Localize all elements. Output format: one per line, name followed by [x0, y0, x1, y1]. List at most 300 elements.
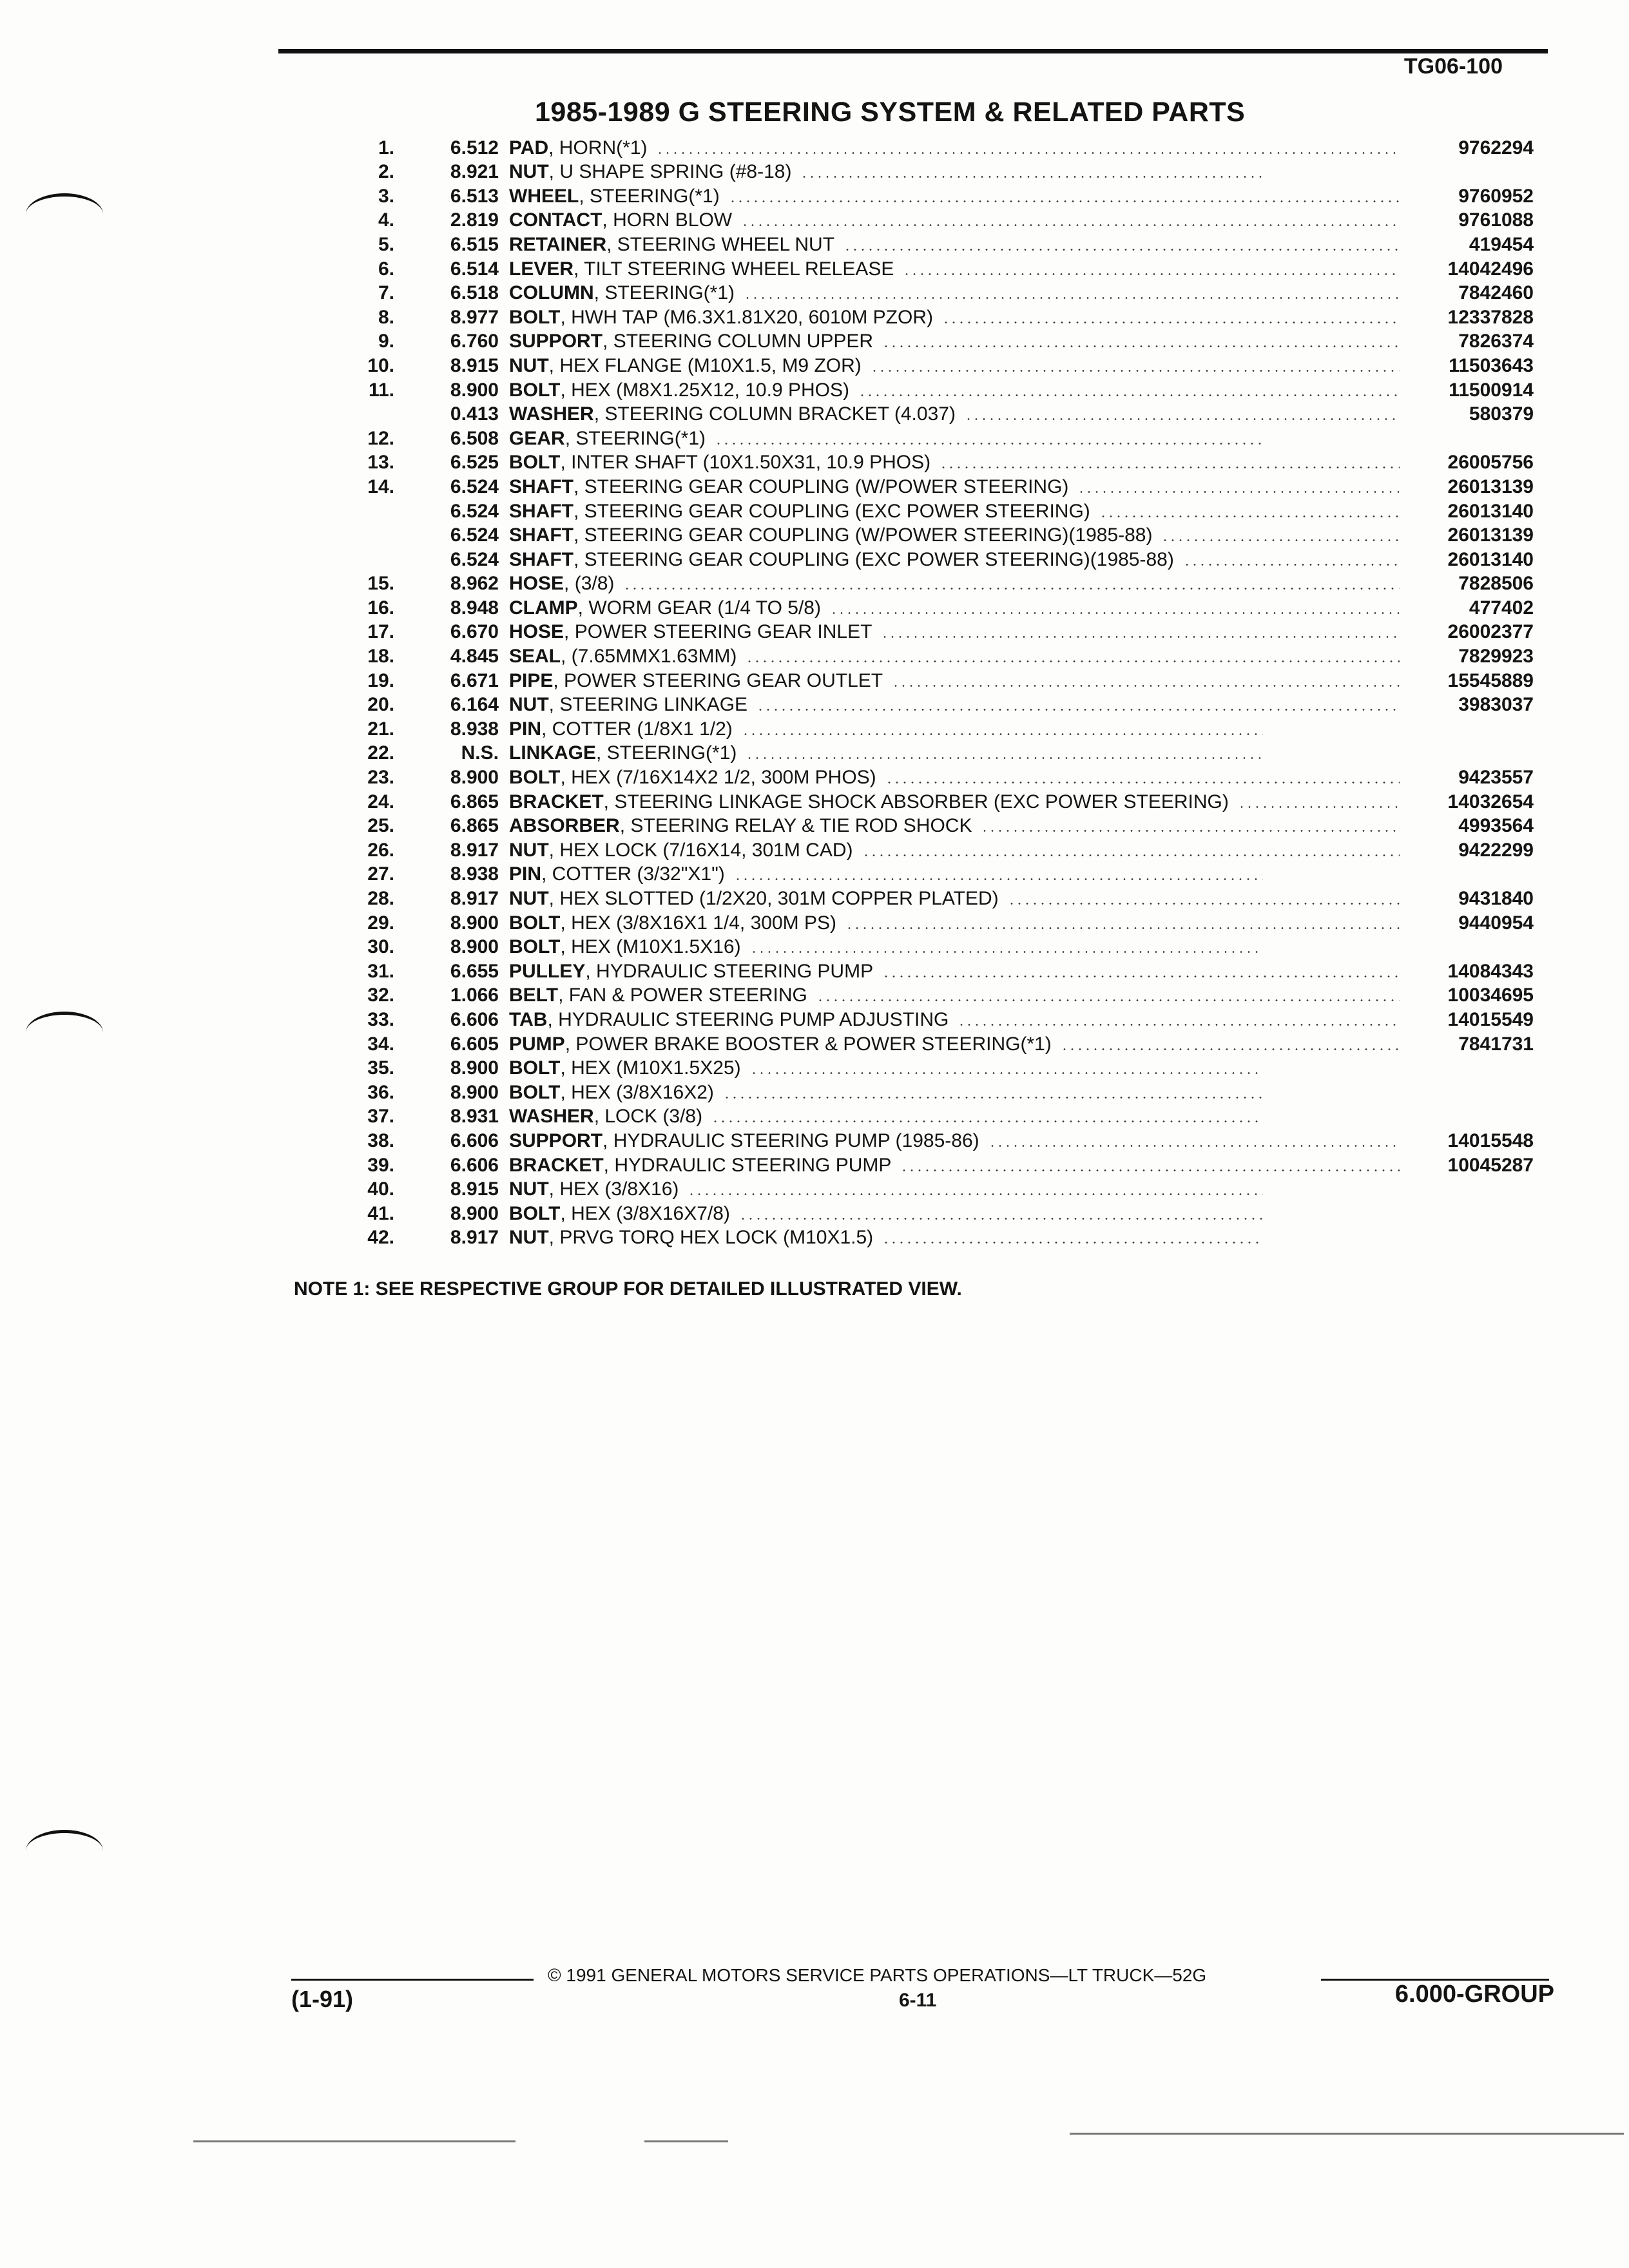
part-number: 9423557	[1458, 767, 1534, 789]
part-description: , HEX (3/8X16X2)	[560, 1081, 714, 1103]
part-description: , HEX LOCK (7/16X14, 301M CAD)	[548, 839, 853, 861]
part-name: HOSE	[509, 621, 564, 643]
group-number: 6.515	[450, 233, 499, 255]
dot-leader	[940, 466, 1400, 468]
part-number: 14015549	[1447, 1008, 1534, 1030]
group-number: 8.900	[450, 1202, 499, 1224]
group-number: 6.508	[450, 427, 499, 449]
part-row	[335, 473, 1534, 497]
item-number: 21.	[367, 718, 394, 740]
dot-leader	[958, 1024, 1400, 1026]
group-number: 6.524	[450, 548, 499, 570]
part-row	[335, 1151, 1534, 1176]
item-number: 35.	[367, 1057, 394, 1079]
page-number: 6-11	[899, 1990, 937, 2011]
item-number: 9.	[378, 331, 394, 352]
part-description: , PRVG TORQ HEX LOCK (M10X1.5)	[548, 1227, 874, 1249]
group-number: 6.605	[450, 1033, 499, 1055]
part-row	[335, 667, 1534, 691]
part-description: , STEERING(*1)	[564, 427, 706, 449]
group-number: N.S.	[461, 742, 499, 764]
part-row	[335, 497, 1534, 522]
item-number: 26.	[367, 839, 394, 861]
part-number: 14084343	[1447, 960, 1534, 982]
part-row	[335, 352, 1534, 376]
part-number: 10045287	[1447, 1154, 1534, 1176]
group-number: 6.655	[450, 960, 499, 982]
item-number: 15.	[367, 573, 394, 595]
part-number: 7842460	[1458, 282, 1534, 304]
item-number: 13.	[367, 452, 394, 474]
part-description: , HYDRAULIC STEERING PUMP ADJUSTING	[547, 1008, 949, 1030]
dot-leader	[988, 1145, 1400, 1147]
part-row	[335, 1079, 1534, 1103]
scan-mark	[193, 2140, 516, 2142]
part-row	[335, 885, 1534, 909]
part-number: 9760952	[1458, 185, 1534, 207]
part-row	[335, 788, 1534, 812]
group-number: 8.917	[450, 1227, 499, 1249]
part-row	[335, 812, 1534, 837]
part-description: , HEX (3/8X16X7/8)	[560, 1202, 730, 1224]
group-number: 6.606	[450, 1129, 499, 1151]
item-number: 6.	[378, 258, 394, 280]
item-number: 25.	[367, 815, 394, 837]
part-description: , COTTER (1/8X1 1/2)	[541, 718, 733, 740]
part-row	[335, 522, 1534, 546]
part-description: , COTTER (3/32"X1")	[541, 863, 725, 885]
part-description: , STEERING(*1)	[596, 742, 737, 764]
group-number: 6.512	[450, 137, 499, 159]
item-number: 12.	[367, 427, 394, 449]
item-number: 38.	[367, 1129, 394, 1151]
part-number: 9422299	[1458, 839, 1534, 861]
page-title: 1985-1989 G STEERING SYSTEM & RELATED PARTS	[535, 97, 1246, 128]
part-name: PAD	[509, 137, 549, 159]
dot-leader	[942, 322, 1400, 323]
part-row	[335, 691, 1534, 716]
item-number: 4.	[378, 209, 394, 231]
group-number: 8.900	[450, 936, 499, 958]
part-number: 10034695	[1447, 985, 1534, 1006]
part-row	[335, 1006, 1534, 1030]
part-row	[335, 134, 1534, 159]
part-name: PIPE	[509, 669, 554, 691]
part-name: WASHER	[509, 1106, 594, 1128]
group-number: 6.524	[450, 476, 499, 497]
dot-leader	[903, 273, 1400, 275]
part-name: COLUMN	[509, 282, 594, 304]
item-number: 41.	[367, 1202, 394, 1224]
dot-leader	[830, 612, 1400, 614]
part-number: 26013140	[1447, 548, 1534, 570]
part-name: NUT	[509, 354, 549, 376]
part-row	[335, 303, 1534, 328]
group-number: 8.900	[450, 1081, 499, 1103]
part-description: , STEERING RELAY & TIE ROD SHOCK	[619, 815, 972, 837]
part-row	[335, 231, 1534, 255]
part-number: 9431840	[1458, 888, 1534, 909]
scan-mark	[644, 2140, 728, 2142]
part-name: BOLT	[509, 1057, 561, 1079]
footer-date: (1-91)	[291, 1986, 354, 2012]
part-row	[335, 715, 1534, 740]
dot-leader	[1161, 539, 1400, 541]
group-number: 1.066	[450, 985, 499, 1006]
top-rule	[278, 49, 1548, 53]
part-name: CLAMP	[509, 597, 578, 619]
dot-leader	[744, 297, 1400, 299]
part-name: CONTACT	[509, 209, 602, 231]
part-description: , STEERING GEAR COUPLING (W/POWER STEERING)	[574, 476, 1069, 497]
dot-leader	[688, 1193, 1263, 1195]
part-description: , STEERING LINKAGE SHOCK ABSORBER (EXC POWER STEERING)	[603, 791, 1229, 812]
dot-leader	[881, 636, 1400, 638]
group-number: 8.948	[450, 597, 499, 619]
part-name: BOLT	[509, 306, 561, 328]
part-description: , TILT STEERING WHEEL RELEASE	[574, 258, 894, 280]
group-number: 6.670	[450, 621, 499, 643]
part-number: 15545889	[1447, 669, 1534, 691]
group-number: 6.518	[450, 282, 499, 304]
part-name: SHAFT	[509, 548, 574, 570]
part-row	[335, 546, 1534, 570]
part-number: 580379	[1469, 403, 1534, 425]
footer-copyright: © 1991 GENERAL MOTORS SERVICE PARTS OPERATIONS—LT TRUCK—52G	[548, 1965, 1207, 1985]
part-name: SEAL	[509, 646, 561, 668]
part-name: PIN	[509, 718, 542, 740]
item-number: 42.	[367, 1227, 394, 1249]
group-number: 6.524	[450, 500, 499, 522]
part-name: NUT	[509, 888, 549, 909]
part-description: , HEX (M10X1.5X25)	[560, 1057, 741, 1079]
part-row	[335, 159, 1534, 183]
part-description: , STEERING(*1)	[579, 185, 720, 207]
dot-leader	[729, 200, 1400, 202]
dot-leader	[734, 878, 1263, 880]
part-row	[335, 328, 1534, 352]
item-number: 17.	[367, 621, 394, 643]
part-description: , WORM GEAR (1/4 TO 5/8)	[577, 597, 821, 619]
part-description: , HYDRAULIC STEERING PUMP (1985-86)	[602, 1129, 979, 1151]
part-name: NUT	[509, 161, 549, 183]
part-row	[335, 1030, 1534, 1055]
part-name: RETAINER	[509, 233, 607, 255]
group-number: 2.819	[450, 209, 499, 231]
part-name: BRACKET	[509, 1154, 604, 1176]
part-number: 9761088	[1458, 209, 1534, 231]
item-number: 33.	[367, 1008, 394, 1030]
item-number: 28.	[367, 888, 394, 909]
part-name: PUMP	[509, 1033, 565, 1055]
dot-leader	[892, 685, 1400, 687]
part-number: 26013139	[1447, 524, 1534, 546]
part-name: BOLT	[509, 912, 561, 934]
part-description: , HEX (3/8X16)	[548, 1178, 679, 1200]
part-number: 11503643	[1449, 354, 1534, 376]
item-number: 23.	[367, 767, 394, 789]
dot-leader	[711, 1120, 1263, 1122]
group-number: 8.900	[450, 912, 499, 934]
part-description: , LOCK (3/8)	[593, 1106, 703, 1128]
group-number: 6.865	[450, 791, 499, 812]
group-number: 8.921	[450, 161, 499, 183]
part-name: NUT	[509, 1227, 549, 1249]
footnote: NOTE 1: SEE RESPECTIVE GROUP FOR DETAILED ILLUSTRATED VIEW.	[294, 1278, 962, 1300]
dot-leader	[965, 418, 1400, 420]
binder-hole-mark	[26, 193, 103, 235]
part-name: NUT	[509, 694, 549, 716]
dot-leader	[750, 951, 1263, 953]
group-number: 8.915	[450, 354, 499, 376]
part-row	[335, 740, 1534, 764]
part-description: , STEERING GEAR COUPLING (EXC POWER STEERING)	[574, 500, 1090, 522]
item-number: 18.	[367, 646, 394, 668]
item-number: 30.	[367, 936, 394, 958]
part-description: , (7.65MMX1.63MM)	[561, 646, 737, 668]
part-number: 26013140	[1447, 500, 1534, 522]
group-number: 8.938	[450, 863, 499, 885]
part-name: TAB	[509, 1008, 548, 1030]
item-number: 32.	[367, 985, 394, 1006]
item-number: 14.	[367, 476, 394, 497]
dot-leader	[900, 1169, 1400, 1171]
group-label: 6.000-GROUP	[1394, 1981, 1554, 2008]
part-description: , HORN(*1)	[548, 137, 648, 159]
part-name: BRACKET	[509, 791, 604, 812]
item-number: 8.	[378, 306, 394, 328]
item-number: 36.	[367, 1081, 394, 1103]
dot-leader	[981, 830, 1400, 832]
footer-rule-left	[291, 1979, 534, 1981]
group-number: 6.760	[450, 331, 499, 352]
dot-leader	[871, 370, 1400, 372]
part-description: , STEERING GEAR COUPLING (EXC POWER STEERING)(1985-88)	[574, 548, 1174, 570]
group-number: 8.917	[450, 839, 499, 861]
part-number: 7826374	[1458, 331, 1534, 352]
group-number: 8.977	[450, 306, 499, 328]
part-description: , HYDRAULIC STEERING PUMP	[585, 960, 874, 982]
part-description: , (3/8)	[564, 573, 615, 595]
part-description: , INTER SHAFT (10X1.50X31, 10.9 PHOS)	[560, 452, 931, 474]
item-number: 1.	[378, 137, 394, 159]
part-number: 9440954	[1458, 912, 1534, 934]
dot-leader	[843, 249, 1400, 251]
part-row	[335, 642, 1534, 667]
item-number: 27.	[367, 863, 394, 885]
dot-leader	[1077, 491, 1400, 493]
part-row	[335, 1055, 1534, 1079]
part-number: 26005756	[1447, 452, 1534, 474]
binder-hole-mark	[26, 1830, 103, 1872]
part-name: BOLT	[509, 379, 561, 401]
part-name: NUT	[509, 839, 549, 861]
scan-mark	[1070, 2133, 1624, 2135]
part-name: PULLEY	[509, 960, 586, 982]
item-number: 37.	[367, 1106, 394, 1128]
part-row	[335, 1224, 1534, 1249]
part-name: HOSE	[509, 573, 564, 595]
part-row	[335, 207, 1534, 231]
dot-leader	[816, 999, 1400, 1001]
item-number: 19.	[367, 669, 394, 691]
group-number: 8.962	[450, 573, 499, 595]
part-name: WASHER	[509, 403, 594, 425]
part-row	[335, 401, 1534, 425]
part-description: , POWER BRAKE BOOSTER & POWER STEERING(*1)	[564, 1033, 1052, 1055]
group-number: 0.413	[450, 403, 499, 425]
part-description: , POWER STEERING GEAR INLET	[564, 621, 872, 643]
part-row	[335, 280, 1534, 304]
group-number: 6.514	[450, 258, 499, 280]
part-name: GEAR	[509, 427, 565, 449]
dot-leader	[623, 588, 1400, 590]
part-number: 9762294	[1458, 137, 1534, 159]
group-number: 8.900	[450, 1057, 499, 1079]
group-number: 6.671	[450, 669, 499, 691]
part-description: , STEERING LINKAGE	[548, 694, 748, 716]
dot-leader	[1061, 1048, 1400, 1050]
binder-hole-mark	[26, 1012, 103, 1053]
group-number: 6.164	[450, 694, 499, 716]
part-row	[335, 1176, 1534, 1200]
part-number: 12337828	[1447, 306, 1534, 328]
part-row	[335, 376, 1534, 401]
document-code: TG06-100	[1403, 54, 1503, 79]
item-number: 11.	[368, 379, 394, 401]
item-number: 2.	[378, 161, 394, 183]
dot-leader	[723, 1097, 1263, 1099]
item-number: 24.	[367, 791, 394, 812]
item-number: 3.	[378, 185, 394, 207]
part-name: PIN	[509, 863, 542, 885]
item-number: 16.	[367, 597, 394, 619]
group-number: 4.845	[450, 646, 499, 668]
part-name: SUPPORT	[509, 1129, 603, 1151]
parts-list	[335, 134, 1534, 1248]
dot-leader	[715, 443, 1263, 445]
part-name: BOLT	[509, 767, 561, 789]
part-description: , STEERING COLUMN UPPER	[602, 331, 874, 352]
part-name: BOLT	[509, 1081, 561, 1103]
item-number: 31.	[367, 960, 394, 982]
dot-leader	[882, 345, 1400, 347]
dot-leader	[739, 1218, 1263, 1220]
part-name: WHEEL	[509, 185, 579, 207]
part-number: 14032654	[1447, 791, 1534, 812]
item-number: 40.	[367, 1178, 394, 1200]
part-row	[335, 425, 1534, 449]
group-number: 6.525	[450, 452, 499, 474]
part-row	[335, 934, 1534, 958]
part-name: BELT	[509, 985, 559, 1006]
item-number: 5.	[378, 233, 394, 255]
part-row	[335, 570, 1534, 595]
part-number: 26002377	[1447, 621, 1534, 643]
group-number: 8.917	[450, 888, 499, 909]
dot-leader	[746, 660, 1400, 662]
item-number: 34.	[367, 1033, 394, 1055]
part-description: , HEX (M8X1.25X12, 10.9 PHOS)	[560, 379, 849, 401]
group-number: 8.900	[450, 767, 499, 789]
dot-leader	[1238, 806, 1400, 808]
part-description: , HYDRAULIC STEERING PUMP	[603, 1154, 892, 1176]
part-name: ABSORBER	[509, 815, 620, 837]
part-description: , HEX (M10X1.5X16)	[560, 936, 741, 958]
part-description: , POWER STEERING GEAR OUTLET	[553, 669, 883, 691]
part-description: , HEX FLANGE (M10X1.5, M9 ZOR)	[548, 354, 862, 376]
dot-leader	[858, 394, 1400, 396]
group-number: 8.931	[450, 1106, 499, 1128]
part-row	[335, 764, 1534, 788]
part-name: LINKAGE	[509, 742, 596, 764]
dot-leader	[1099, 515, 1400, 517]
part-row	[335, 836, 1534, 861]
part-description: , HEX SLOTTED (1/2X20, 301M COPPER PLATED)	[548, 888, 999, 909]
part-number: 14015548	[1447, 1129, 1534, 1151]
part-row	[335, 619, 1534, 643]
dot-leader	[862, 854, 1400, 856]
group-number: 8.938	[450, 718, 499, 740]
part-name: SUPPORT	[509, 331, 603, 352]
part-description: , STEERING GEAR COUPLING (W/POWER STEERING)(1985-88)	[574, 524, 1153, 546]
part-description: , STEERING(*1)	[593, 282, 735, 304]
part-description: , HWH TAP (M6.3X1.81X20, 6010M PZOR)	[560, 306, 933, 328]
part-row	[335, 982, 1534, 1006]
dot-leader	[1008, 903, 1400, 905]
part-row	[335, 255, 1534, 280]
part-number: 3983037	[1458, 694, 1534, 716]
part-description: , STEERING COLUMN BRACKET (4.037)	[593, 403, 956, 425]
part-number: 7829923	[1458, 646, 1534, 668]
part-row	[335, 1200, 1534, 1224]
dot-leader	[741, 224, 1400, 226]
dot-leader	[750, 1072, 1263, 1074]
dot-leader	[742, 733, 1263, 735]
part-number: 419454	[1469, 233, 1534, 255]
part-number: 11500914	[1449, 379, 1534, 401]
dot-leader	[845, 927, 1400, 929]
item-number: 39.	[367, 1154, 394, 1176]
part-name: SHAFT	[509, 524, 574, 546]
dot-leader	[800, 176, 1263, 178]
group-number: 6.865	[450, 815, 499, 837]
part-description: , STEERING WHEEL NUT	[606, 233, 835, 255]
part-description: , U SHAPE SPRING (#8-18)	[548, 161, 792, 183]
item-number: 22.	[367, 742, 394, 764]
item-number: 10.	[367, 354, 394, 376]
part-row	[335, 449, 1534, 474]
item-number: 20.	[367, 694, 394, 716]
part-row	[335, 957, 1534, 982]
part-row	[335, 1103, 1534, 1128]
part-number: 26013139	[1447, 476, 1534, 497]
part-number: 4993564	[1458, 815, 1534, 837]
group-number: 6.513	[450, 185, 499, 207]
dot-leader	[746, 757, 1263, 759]
part-row	[335, 182, 1534, 207]
dot-leader	[882, 1242, 1263, 1244]
dot-leader	[882, 975, 1400, 977]
part-row	[335, 909, 1534, 934]
part-description: , HORN BLOW	[602, 209, 733, 231]
part-number: 477402	[1469, 597, 1534, 619]
group-number: 6.606	[450, 1008, 499, 1030]
dot-leader	[885, 782, 1400, 783]
part-name: BOLT	[509, 452, 561, 474]
part-description: , HEX (7/16X14X2 1/2, 300M PHOS)	[560, 767, 876, 789]
item-number: 29.	[367, 912, 394, 934]
